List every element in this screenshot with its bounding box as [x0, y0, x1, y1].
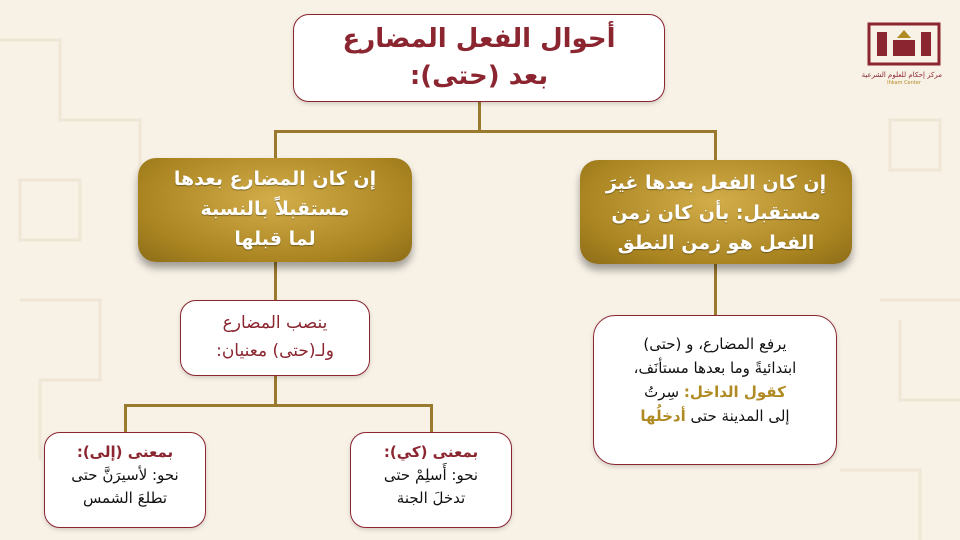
- meaning-kay-heading: بمعنى (كي):: [383, 443, 479, 461]
- meaning-ila-box: [44, 432, 206, 528]
- connector-left-to-nasb: [274, 262, 277, 300]
- raf-line-1: يرفع المضارع، و (حتى): [643, 335, 787, 353]
- connector-right-to-raf: [714, 264, 717, 316]
- branch-present-box: [580, 160, 852, 264]
- diagram-title: [293, 14, 665, 102]
- title-line-2: بعد (حتى):: [409, 61, 549, 91]
- raf-box: [593, 315, 837, 465]
- raf-line-3: [594, 380, 836, 404]
- raf-line-3-rest: سِرتُ: [644, 383, 684, 401]
- connector-bottom-horizontal: [124, 404, 432, 407]
- raf-line-4: [594, 404, 836, 428]
- connector-top-horizontal: [274, 130, 716, 133]
- meaning-ila-line-2: تطلعَ الشمس: [82, 489, 168, 507]
- meaning-kay-line-2: تدخلَ الجنة: [396, 489, 466, 507]
- meaning-ila-heading: بمعنى (إلى):: [76, 443, 174, 461]
- connector-nasb-down: [274, 376, 277, 406]
- logo-subtitle: مركز إحكام للعلوم الشرعية: [861, 71, 942, 79]
- branch-future-line-2: مستقبلاً بالنسبة: [200, 198, 350, 220]
- raf-example-label: كقول الداخل:: [683, 383, 786, 401]
- raf-line-4-a: إلى المدينة حتى: [685, 407, 790, 425]
- branch-present-line-1: إن كان الفعل بعدها غيرَ: [605, 172, 827, 194]
- meaning-ila-line-1: نحو: لأسيرَنَّ حتى: [71, 466, 179, 484]
- raf-line-2: ابتدائيةً وما بعدها مستأنَف،: [633, 359, 797, 377]
- nasb-line-1: ينصب المضارع: [222, 313, 328, 333]
- branch-present-line-2: مستقبل: بأن كان زمن: [611, 202, 821, 224]
- nasb-box: [180, 300, 370, 376]
- branch-present-line-3: الفعل هو زمن النطق: [617, 232, 815, 254]
- connector-to-ila: [124, 404, 127, 432]
- brand-logo: [861, 22, 942, 92]
- logo-subtitle-latin: Ihkam Center: [887, 80, 921, 86]
- meaning-kay-box: [350, 432, 512, 528]
- ihkam-logo-icon: [867, 22, 941, 66]
- branch-future-line-1: إن كان المضارع بعدها: [173, 168, 377, 190]
- meaning-kay-line-1: نحو: أَسلِمْ حتى: [383, 466, 479, 484]
- connector-title-down: [478, 102, 481, 132]
- connector-to-left-branch: [274, 130, 277, 160]
- raf-highlight-verb: أدخلُها: [640, 407, 686, 425]
- nasb-line-2: ولـ(حتى) معنيان:: [216, 341, 334, 361]
- branch-future-box: [138, 158, 412, 262]
- connector-to-right-branch: [714, 130, 717, 162]
- branch-future-line-3: لما قبلها: [234, 228, 316, 250]
- connector-to-kay: [430, 404, 433, 432]
- title-line-1: أحوال الفعل المضارع: [342, 24, 616, 54]
